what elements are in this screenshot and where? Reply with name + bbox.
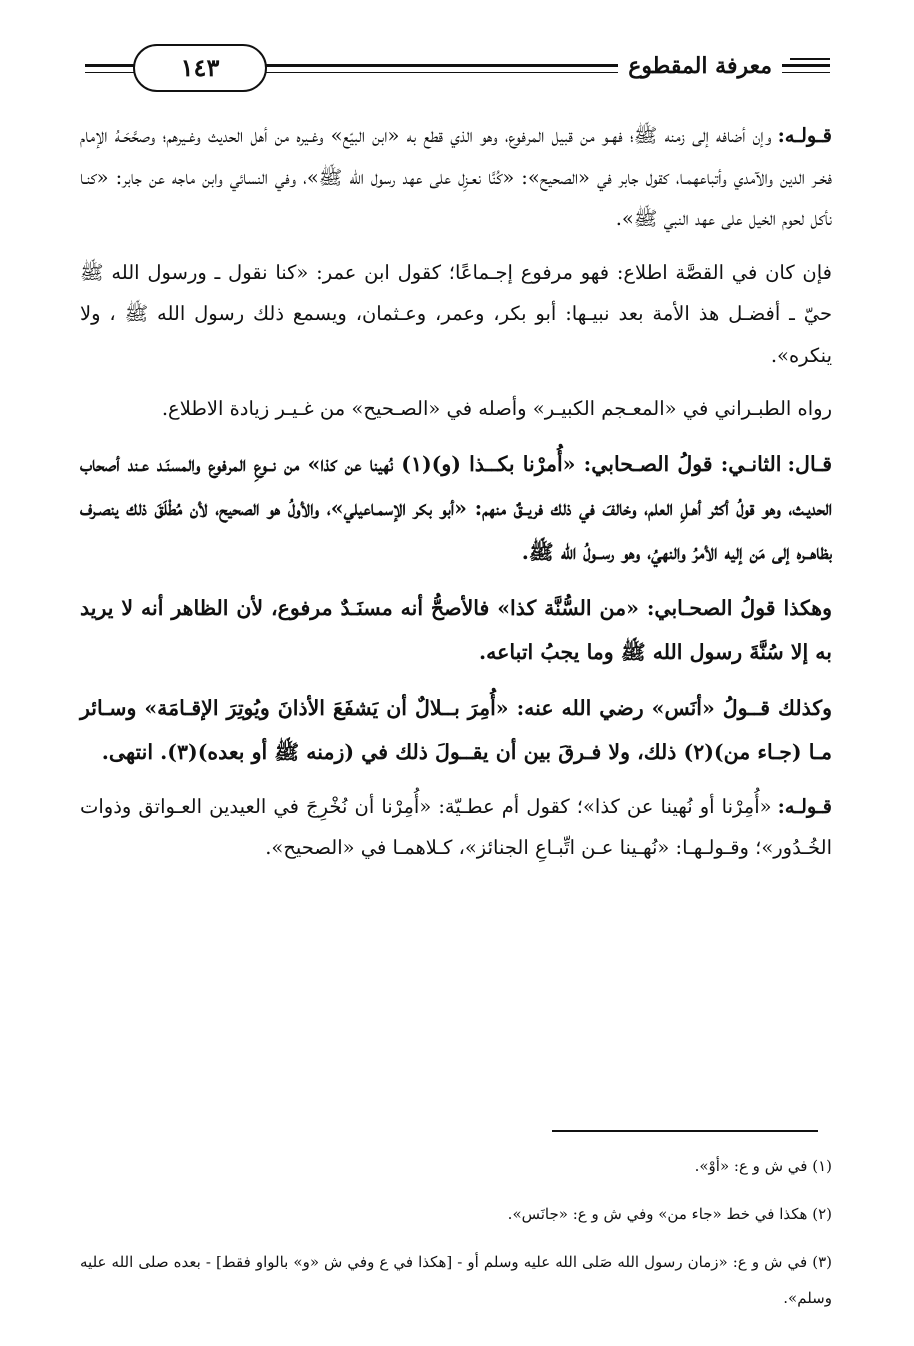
page-number: ١٤٣ xyxy=(133,44,267,92)
footnote-divider xyxy=(552,1130,818,1132)
chapter-title: معرفة المقطوع xyxy=(618,44,782,88)
paragraph-1 xyxy=(80,115,832,240)
paragraph-6 xyxy=(80,686,832,774)
paragraph-text: «أُمِرْنا أو نُهينا عن كذا»؛ كقول أم عطـيّة: «أُمِرْنا أن نُخْرِجَ في العيدين العـواتق وذوات الخُـدُور»؛ وقـولـهـا: «نُهـينا عـن اتِّبـاعِ الجنائز»، كـلاهمـا في «الصحيح». xyxy=(80,794,832,859)
paragraph-2 xyxy=(80,252,832,377)
paragraph-4 xyxy=(80,442,832,574)
page-header xyxy=(85,38,830,92)
footnote-2: (٢) هكذا في خط «جاء من» وفي ش و ع: «جانَس». xyxy=(507,1205,832,1223)
paragraph-lead: قـولـه: xyxy=(777,124,832,147)
paragraph-7 xyxy=(80,786,832,869)
paragraph-text: الثانـي: قولُ الصـحابي: «أُمرْنا بكــذا (و)(١) نُهينا عن كذا» من نــوعِ المرفوع والمسنَـد عـند أصحاب الحديـث، وهو قولُ أكثر أهـلِ العلم، وخالفَ في ذلك فريــقٌ منهم: «أبو بكر الإسمـاعيلي»، والأولُ هو الصحيح، لأن مُطْلَقَ ذلك ينصـرف بظاهــره إلى مَن إليه الأمرُ والنهيُ، وهو رســولُ الله ﷺ. xyxy=(80,451,832,564)
paragraph-text: وإن أضافه إلى زمنه ﷺ؛ فهـو من قبيل المرفوع، وهو الذي قطع به «ابن البيّع» وغـيره من أهل الحديث وغـيرهم؛ وصحَّحَـهُ الإمام فخـر الدين والآمدي وأتباعهمـا، كقول جابر في «الصحيح»: «كُنَّا نعـزِل على عهد رسول الله ﷺ»، وفي النسائي وابن ماجه عن جابر: «كنـا نأكل لحوم الخيل على عهد النبي ﷺ». xyxy=(80,124,832,230)
paragraph-text: وهكذا قولُ الصحـابي: «من السُّنَّة كذا» فالأصحُّ أنه مسنَـدٌ مرفوع، لأن الظاهر أنه لا يريد به إلا سُنَّةَ رسول الله ﷺ وما يجبُ اتباعه. xyxy=(80,595,832,664)
paragraph-text: وكذلك قــولُ «أنَس» رضي الله عنه: «أُمِرَ بــلالٌ أن يَشفَعَ الأذانَ ويُوتِرَ الإقـامَة» وسـائر مـا (جـاء من)(٢) ذلك، ولا فـرقَ بين أن يقــولَ ذلك في (زمنه ﷺ أو بعده)(٣). انتهى. xyxy=(80,695,832,764)
footnotes xyxy=(80,1148,832,1328)
footnote-1: (١) في ش و ع: «أوْ». xyxy=(694,1157,832,1175)
paragraph-3 xyxy=(80,388,832,430)
main-text xyxy=(80,115,832,881)
paragraph-lead: قـال: xyxy=(787,451,832,476)
header-rule-right xyxy=(790,58,830,60)
paragraph-5 xyxy=(80,586,832,674)
paragraph-text: فإن كان في القصَّة اطلاع: فهو مرفوع إجـماعًا؛ كقول ابن عمر: «كنا نقول ـ ورسول الله ﷺ حيّ ـ أفضـل هذ الأمة بعد نبيـها: أبو بكر، وعمر، وعـثمان، ويسمع ذلك رسول الله ﷺ ، ولا ينكره». xyxy=(80,260,832,367)
paragraph-lead: قـولـه: xyxy=(777,794,832,818)
footnote-3: (٣) في ش و ع: «زمان رسول الله صَلى الله عليه وسلم أو - [هكذا في ع وفي ش «و» بالواو فقط] - بعده صلى الله عليه وسلم». xyxy=(80,1253,832,1307)
paragraph-text: رواه الطبـراني في «المعـجم الكبيـر» وأصله في «الصـحيح» من غـيـر زيادة الاطلاع. xyxy=(161,397,832,420)
